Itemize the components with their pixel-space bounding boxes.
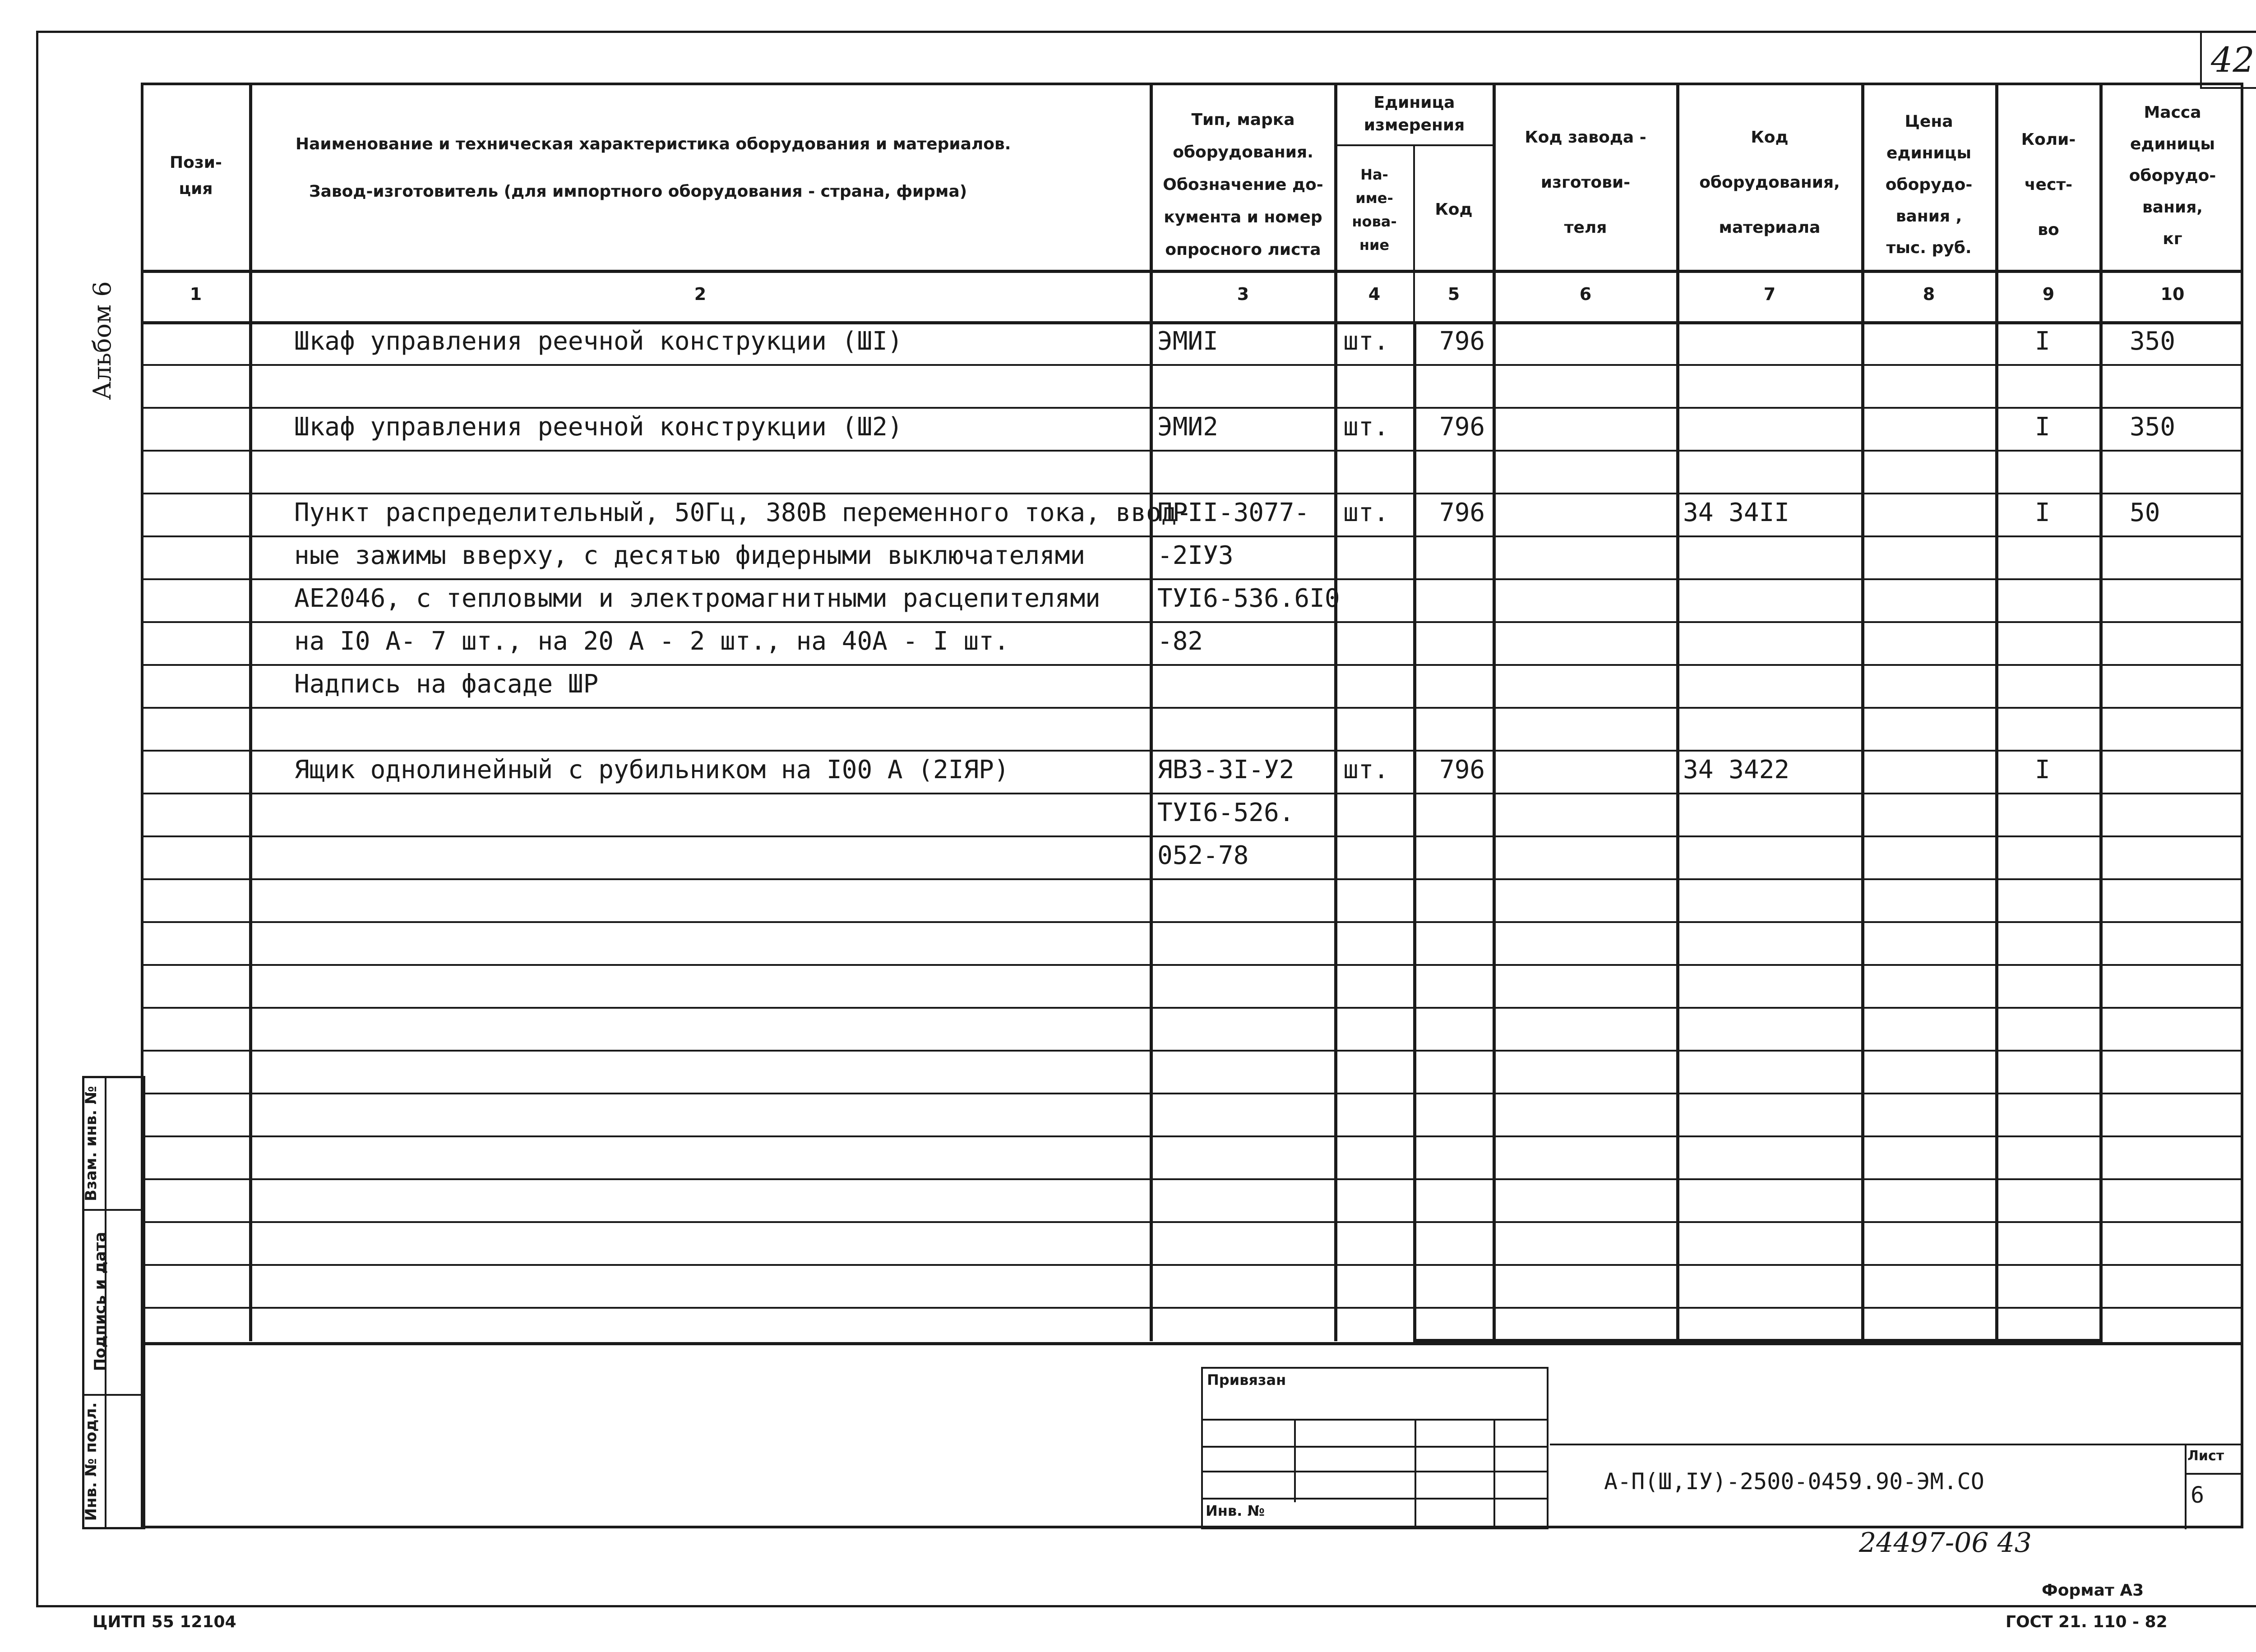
list-box-left <box>2185 1444 2187 1529</box>
header-name-line2: Завод-изготовитель (для импортного оборудования - страна, фирма) <box>309 182 967 201</box>
privyazan-line2 <box>1201 1446 1549 1448</box>
privyazan-line1 <box>1201 1419 1549 1421</box>
album-label: Альбом 6 <box>88 281 116 400</box>
row-line <box>141 407 2243 409</box>
row-line <box>141 364 2243 366</box>
corner-sheet-number: 42 <box>2211 40 2255 80</box>
col-number-7: 7 <box>1763 284 1776 304</box>
cell-unit-code: 796 <box>1439 498 1485 527</box>
cell-name: Шкаф управления реечной конструкции (Ш2) <box>294 412 903 442</box>
row-line <box>141 621 2243 623</box>
cell-name: АЕ2046, с тепловыми и электромагнитными расцепителями <box>294 584 1100 613</box>
col-number-1: 1 <box>190 284 202 304</box>
cell-unit: шт. <box>1343 498 1389 527</box>
col5-left-bold <box>1413 321 1416 1341</box>
privyazan-line3 <box>1201 1471 1549 1472</box>
cell-equipment-code: 34 34II <box>1683 498 1790 527</box>
cell-name: Надпись на фасаде ШР <box>294 669 599 699</box>
col-number-2: 2 <box>694 284 707 304</box>
col-number-3: 3 <box>1237 284 1249 304</box>
cell-unit-code: 796 <box>1439 412 1485 442</box>
header-quantity: Коли- чест- во <box>2021 130 2076 239</box>
cell-mass: 350 <box>2130 412 2176 442</box>
row-line <box>141 1135 2243 1137</box>
row-line <box>141 878 2243 880</box>
cell-unit: шт. <box>1343 412 1389 442</box>
corner-box-left <box>2200 31 2202 87</box>
cell-unit-code: 796 <box>1439 755 1485 784</box>
row-line <box>141 493 2243 494</box>
row-line <box>141 793 2243 794</box>
cell-quantity: I <box>2035 498 2050 527</box>
row-line <box>141 707 2243 709</box>
header-type: Тип, марка оборудования. Обозначение до- кумента и номер опросного листа <box>1163 111 1323 259</box>
header-unit-group: Единица измерения <box>1364 93 1465 134</box>
header-unit-code: Код <box>1435 200 1473 219</box>
header-name-line1: Наименование и техническая характеристика оборудования и материалов. <box>296 135 1011 153</box>
cell-type: ТУI6-536.6I0 <box>1157 584 1340 613</box>
header-equipment-code: Код оборудования, материала <box>1699 128 1840 237</box>
row-line <box>141 964 2243 966</box>
cell-type: ЭМИI <box>1157 327 1218 356</box>
doc-code-box-top <box>1550 1444 2243 1445</box>
col-line-5 <box>1493 83 1496 1341</box>
cell-type: ЯВЗ-3I-У2 <box>1157 755 1294 784</box>
row-line <box>141 1178 2243 1180</box>
cell-quantity: I <box>2035 327 2050 356</box>
col-number-5: 5 <box>1447 284 1460 304</box>
list-number: 6 <box>2191 1482 2205 1508</box>
row-line <box>141 450 2243 452</box>
col-line-7 <box>1861 83 1864 1341</box>
cell-name: Ящик однолинейный с рубильником на I00 А (2IЯР) <box>294 755 1009 784</box>
cell-type: -82 <box>1157 627 1203 656</box>
body-bottom-bold-line <box>1413 1339 2103 1342</box>
format-label: Формат А3 <box>2042 1581 2144 1600</box>
header-unit-name: На- име- нова- ние <box>1352 166 1397 254</box>
row-line <box>141 1221 2243 1223</box>
col-number-6: 6 <box>1579 284 1592 304</box>
col-line-1 <box>249 83 252 1341</box>
col-number-10: 10 <box>2160 284 2185 304</box>
row-line <box>141 1093 2243 1094</box>
handwritten-number: 24497-06 43 <box>1859 1527 2032 1559</box>
doc-code: А-П(Ш,IУ)-2500-0459.90-ЭМ.СО <box>1604 1468 1984 1495</box>
cell-name: Пункт распределительный, 50Гц, 380В переменного тока, ввод- <box>294 498 1192 527</box>
citp-label: ЦИТП 55 12104 <box>92 1613 236 1631</box>
stamp-podpis-data: Подпись и дата <box>91 1232 109 1371</box>
list-label: Лист <box>2187 1448 2224 1464</box>
row-line <box>141 835 2243 837</box>
stamp-vzam-inv: Взам. инв. № <box>82 1086 100 1201</box>
cell-unit: шт. <box>1343 755 1389 784</box>
privyazan-vline1 <box>1294 1419 1296 1502</box>
cell-name: на I0 А- 7 шт., на 20 А - 2 шт., на 40А - I шт. <box>294 627 1009 656</box>
col-number-4: 4 <box>1368 284 1381 304</box>
cell-equipment-code: 34 3422 <box>1683 755 1790 784</box>
cell-unit-code: 796 <box>1439 327 1485 356</box>
stamp-inv-podl: Инв. № подл. <box>82 1402 100 1521</box>
header-position: Пози- ция <box>170 153 222 198</box>
privyazan-vline2 <box>1415 1419 1416 1529</box>
row-line <box>141 921 2243 923</box>
row-line <box>141 578 2243 580</box>
titleblock-top-line <box>141 1342 2243 1345</box>
col-line-8 <box>1995 83 1998 1341</box>
cell-name: Шкаф управления реечной конструкции (ШI) <box>294 327 903 356</box>
cell-type: ПРII-3077- <box>1157 498 1310 527</box>
row-line <box>141 1307 2243 1309</box>
col-number-8: 8 <box>1923 284 1935 304</box>
col-line-3 <box>1334 83 1337 1341</box>
privyazan-vline3 <box>1493 1419 1495 1529</box>
row-line <box>141 535 2243 537</box>
privyazan-label: Привязан <box>1207 1371 1286 1389</box>
privyazan-line4 <box>1201 1498 1549 1500</box>
cell-type: 052-78 <box>1157 841 1249 870</box>
cell-unit: шт. <box>1343 327 1389 356</box>
col-number-9: 9 <box>2042 284 2055 304</box>
list-box-mid <box>2185 1473 2243 1475</box>
col-line-9 <box>2099 83 2103 1341</box>
cell-quantity: I <box>2035 755 2050 784</box>
row-line <box>141 664 2243 666</box>
row-line <box>141 1264 2243 1266</box>
header-mass: Масса единицы оборудо- вания, кг <box>2129 103 2216 248</box>
cell-type: ЭМИ2 <box>1157 412 1218 442</box>
header-factory-code: Код завода - изготови- теля <box>1525 128 1646 237</box>
col-line-6 <box>1676 83 1679 1341</box>
cell-mass: 50 <box>2130 498 2160 527</box>
cell-quantity: I <box>2035 412 2050 442</box>
unit-group-line <box>1334 144 1493 146</box>
cell-type: ТУI6-526. <box>1157 798 1294 827</box>
inv-no-label: Инв. № <box>1206 1502 1265 1519</box>
header-price: Цена единицы оборудо- вания , тыс. руб. <box>1885 112 1973 257</box>
row-line <box>141 1007 2243 1009</box>
col-line-2 <box>1150 83 1153 1341</box>
gost-label: ГОСТ 21. 110 - 82 <box>2006 1613 2168 1631</box>
cell-name: ные зажимы вверху, с десятью фидерными выключателями <box>294 541 1086 570</box>
cell-mass: 350 <box>2130 327 2176 356</box>
row-line <box>141 750 2243 752</box>
cell-type: -2IУ3 <box>1157 541 1234 570</box>
row-line <box>141 1050 2243 1052</box>
